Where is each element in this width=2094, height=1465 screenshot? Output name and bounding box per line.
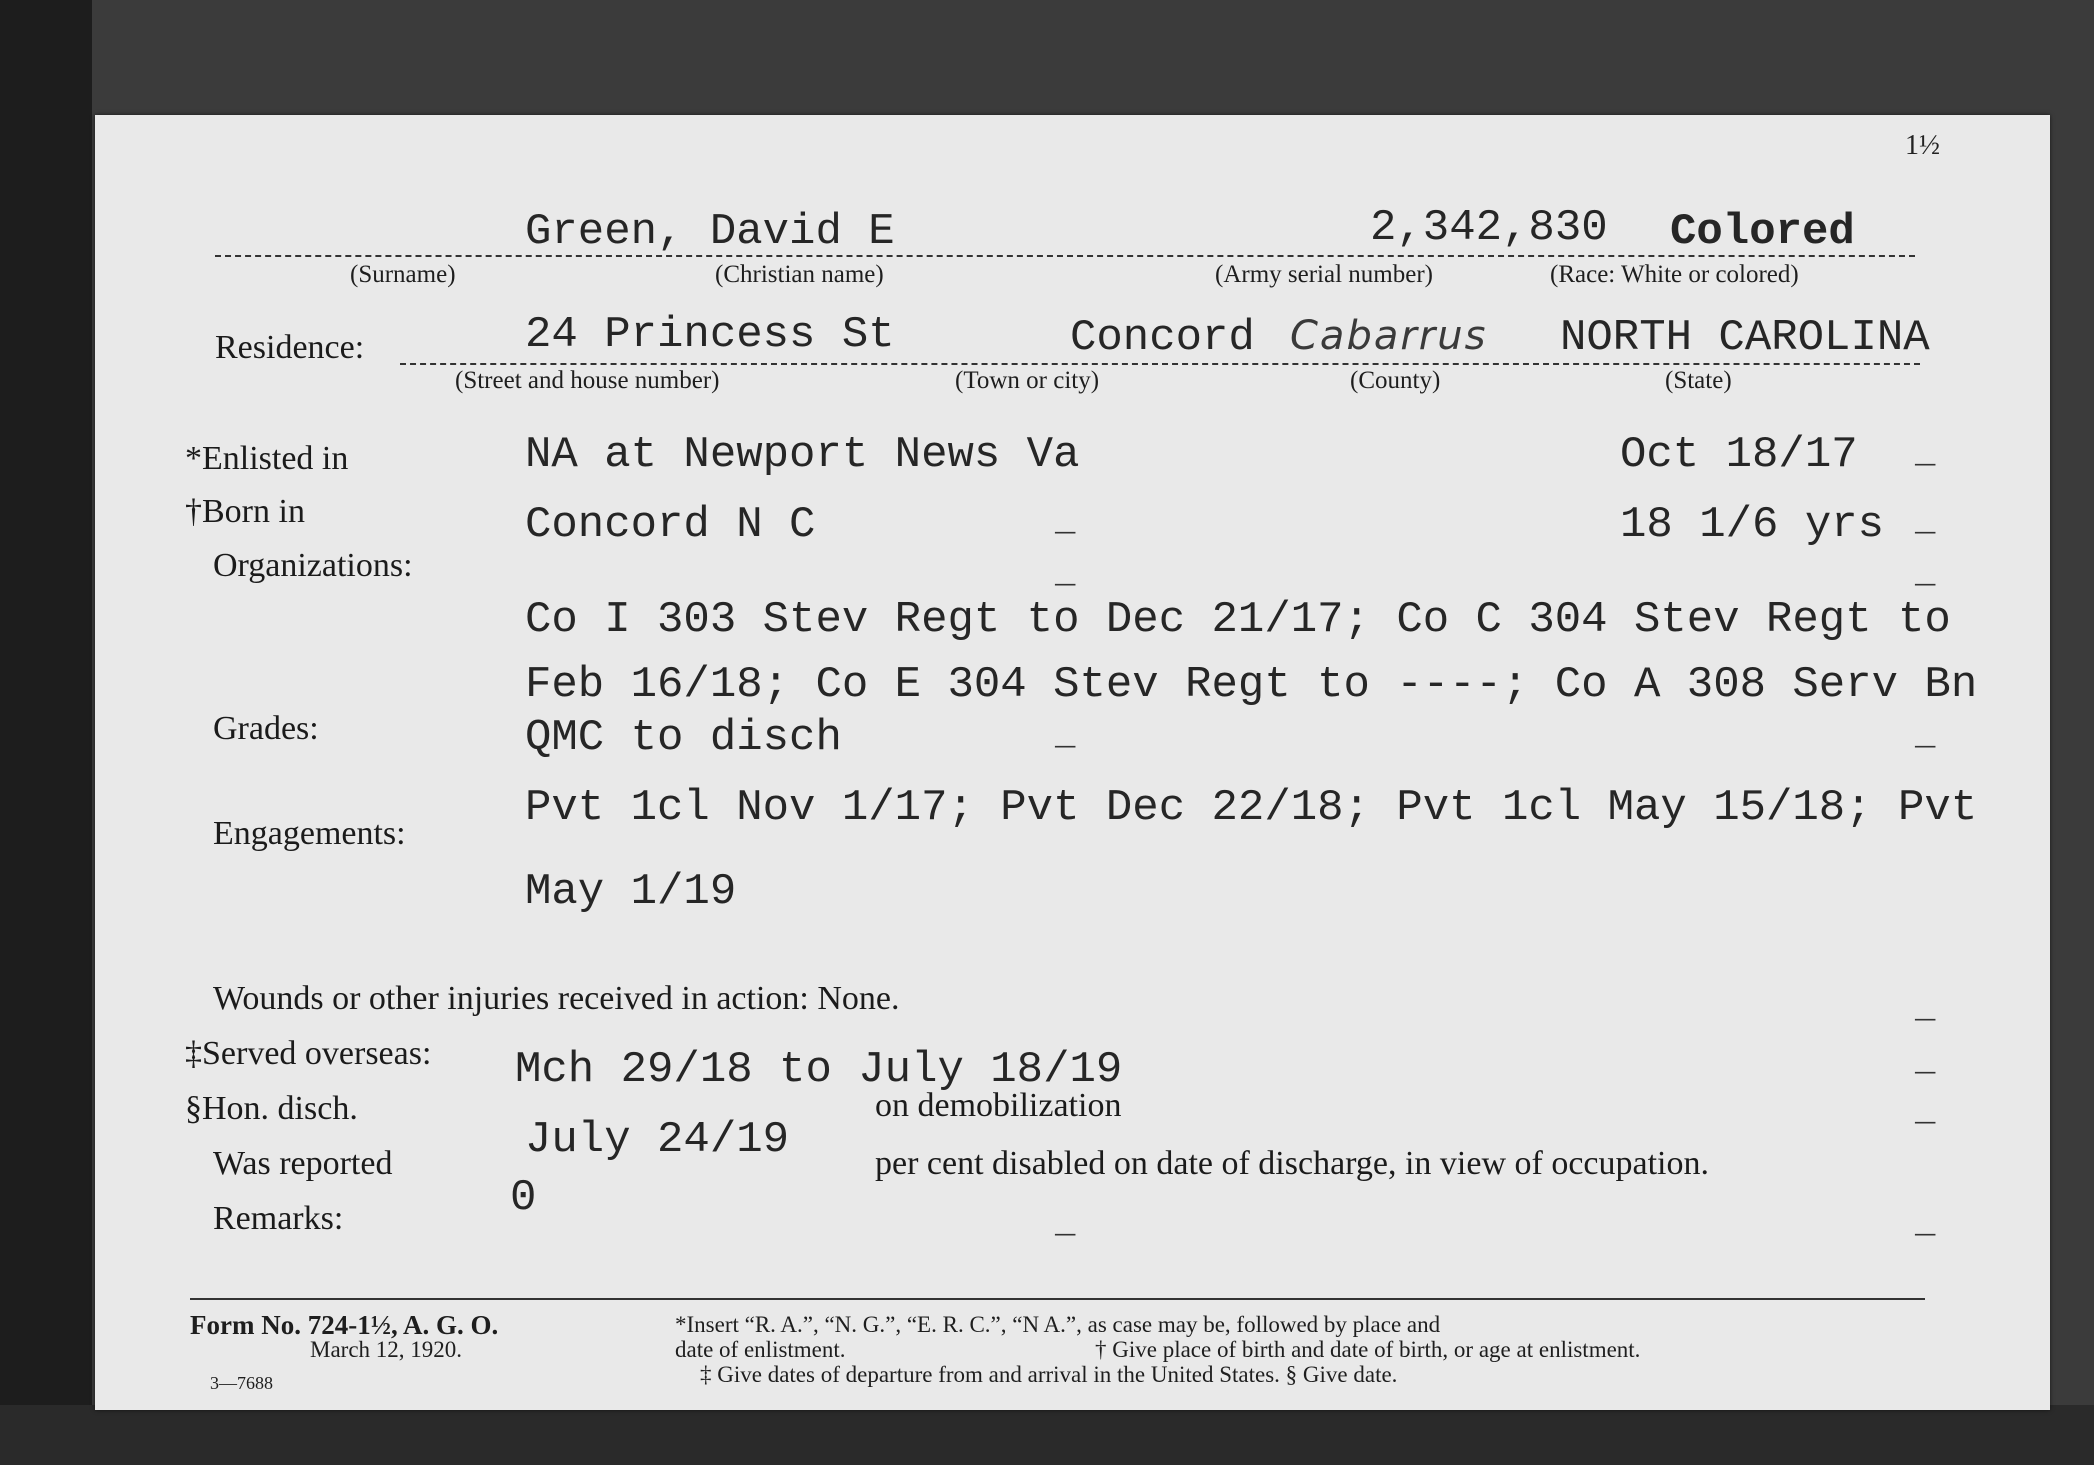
hon-disch-value: July 24/19 <box>525 1115 790 1165</box>
was-reported-value: 0 <box>510 1173 537 1223</box>
enlisted-dash: _ <box>1915 435 1936 473</box>
residence-label: Residence: <box>215 329 365 366</box>
organizations-line-3: QMC to disch <box>525 713 842 763</box>
service-record-card <box>95 115 2050 1410</box>
hon-disch-label: §Hon. disch. <box>185 1090 358 1127</box>
corner-mark: 1½ <box>1905 130 1940 161</box>
born-value: Concord N C <box>525 500 816 550</box>
race-caption: (Race: White or colored) <box>1550 261 1799 288</box>
christian-name-caption: (Christian name) <box>715 261 884 288</box>
born-age-dash: _ <box>1915 503 1936 541</box>
served-overseas-label: ‡Served overseas: <box>185 1035 432 1072</box>
was-reported-label: Was reported <box>213 1145 393 1182</box>
organizations-right-dash: _ <box>1915 555 1936 593</box>
scan-border-left <box>0 0 92 1465</box>
born-dash: _ <box>1055 503 1076 541</box>
remarks-right-dash: _ <box>1915 1205 1936 1243</box>
remarks-dash: _ <box>1055 1205 1076 1243</box>
organizations-line-1: Co I 303 Stev Regt to Dec 21/17; Co C 304 Stev Regt to <box>525 595 1951 645</box>
grades-line-1: Pvt 1cl Nov 1/17; Pvt Dec 22/18; Pvt 1cl May 15/18; Pvt <box>525 783 1978 833</box>
town-caption: (Town or city) <box>955 367 1100 394</box>
wounds-dash: _ <box>1915 990 1936 1028</box>
enlisted-label: *Enlisted in <box>185 440 349 477</box>
born-label: †Born in <box>185 493 305 530</box>
served-overseas-value: Mch 29/18 to July 18/19 <box>515 1045 1123 1095</box>
grades-right-dash: _ <box>1915 717 1936 755</box>
was-reported-text: per cent disabled on date of discharge, in view of occupation. <box>875 1145 1709 1182</box>
street-value: 24 Princess St <box>525 310 895 360</box>
hon-disch-dash: _ <box>1915 1093 1936 1131</box>
serial-number-value: 2,342,830 <box>1370 203 1608 253</box>
scan-border-bottom <box>0 1405 2094 1465</box>
organizations-dash: _ <box>1055 555 1076 593</box>
wounds-label: Wounds or other injuries received in action: None. <box>213 980 900 1017</box>
state-value: NORTH CAROLINA <box>1560 313 1930 363</box>
footnote-line-2: date of enlistment. <box>675 1337 846 1362</box>
enlisted-date-value: Oct 18/17 <box>1620 430 1858 480</box>
engagements-label: Engagements: <box>213 815 406 852</box>
print-code: 3—7688 <box>210 1373 273 1393</box>
footer-rule <box>190 1298 1925 1300</box>
footnote-line-4: ‡ Give dates of departure from and arrival in the United States. § Give date. <box>700 1362 1398 1387</box>
grades-line-2: May 1/19 <box>525 867 737 917</box>
name-dotted-line <box>215 255 1915 257</box>
county-caption: (County) <box>1350 367 1441 394</box>
footnote-line-3: † Give place of birth and date of birth, or age at enlistment. <box>1095 1337 1641 1362</box>
grades-label: Grades: <box>213 710 319 747</box>
serial-number-caption: (Army serial number) <box>1215 261 1433 288</box>
surname-caption: (Surname) <box>350 261 456 288</box>
enlisted-value: NA at Newport News Va <box>525 430 1080 480</box>
surname-value: Green, David E <box>525 207 895 257</box>
born-age-value: 18 1/6 yrs <box>1620 500 1885 550</box>
remarks-label: Remarks: <box>213 1200 344 1237</box>
race-value: Colored <box>1670 207 1855 257</box>
footnote-line-1: *Insert “R. A.”, “N. G.”, “E. R. C.”, “N A.”, as case may be, followed by place and <box>675 1312 1441 1337</box>
form-number: Form No. 724-1½, A. G. O. <box>190 1310 499 1340</box>
served-overseas-dash: _ <box>1915 1043 1936 1081</box>
town-value: Concord <box>1070 313 1255 363</box>
residence-dotted-line <box>400 363 1920 365</box>
county-value: Cabarrus <box>1290 313 1488 359</box>
grades-dash: _ <box>1055 717 1076 755</box>
state-caption: (State) <box>1665 367 1732 394</box>
organizations-line-2: Feb 16/18; Co E 304 Stev Regt to ----; Co A 308 Serv Bn <box>525 660 1978 710</box>
form-date: March 12, 1920. <box>310 1337 463 1362</box>
organizations-label: Organizations: <box>213 547 413 584</box>
street-caption: (Street and house number) <box>455 367 720 394</box>
hon-disch-note: on demobilization <box>875 1087 1122 1124</box>
